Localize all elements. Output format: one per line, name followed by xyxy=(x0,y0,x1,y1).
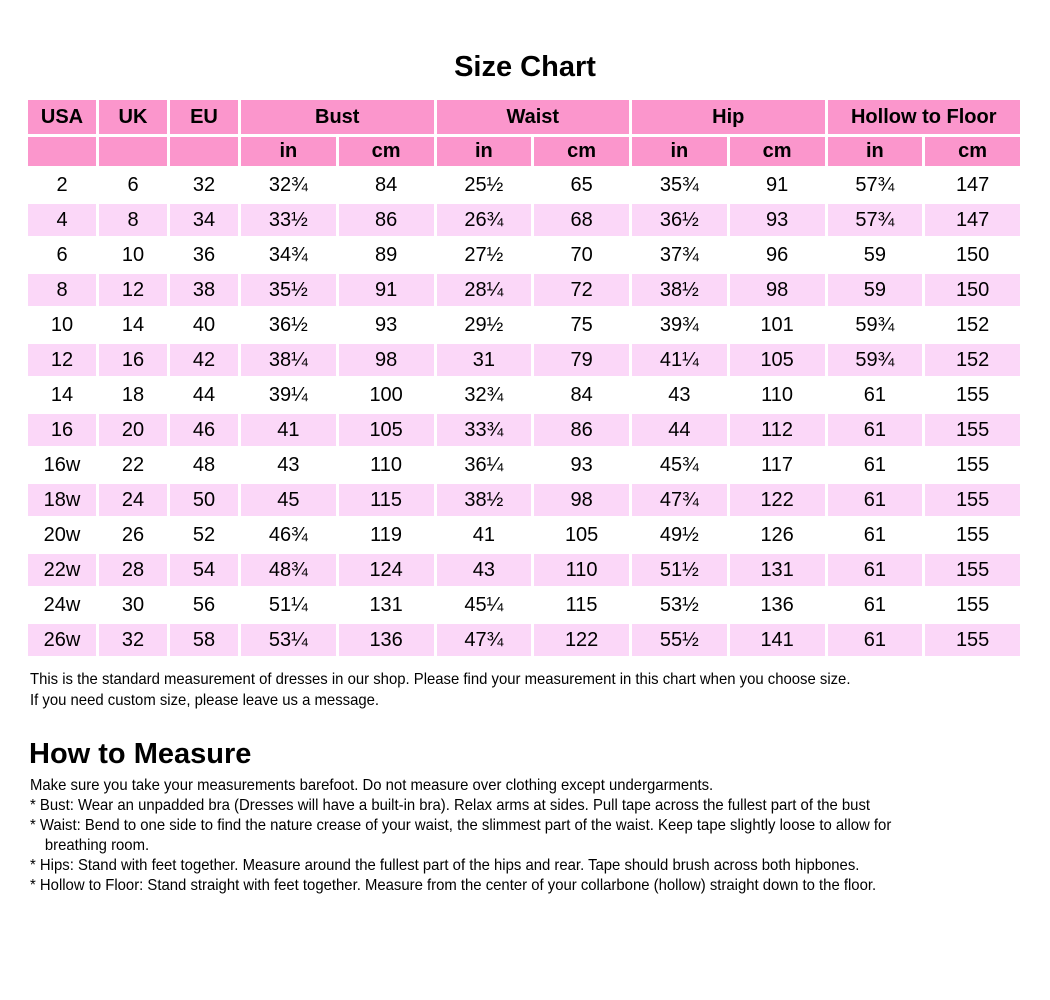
unit-header-3-in: in xyxy=(241,137,336,166)
size-cell: 46 xyxy=(170,414,238,446)
size-cell: 98 xyxy=(730,274,825,306)
unit-header-1-empty xyxy=(99,137,167,166)
size-cell: 38½ xyxy=(437,484,532,516)
size-cell: 41¼ xyxy=(632,344,727,376)
unit-header-7-in: in xyxy=(632,137,727,166)
size-row-20w xyxy=(28,519,1020,551)
size-cell: 155 xyxy=(925,554,1020,586)
size-cell: 48 xyxy=(170,449,238,481)
measure-instruction-line: breathing room. xyxy=(44,837,150,854)
size-cell: 105 xyxy=(730,344,825,376)
size-cell: 40 xyxy=(170,309,238,341)
how-to-measure-heading: How to Measure xyxy=(29,738,252,770)
size-cell: 61 xyxy=(828,414,923,446)
size-cell: 31 xyxy=(437,344,532,376)
size-cell: 39¾ xyxy=(632,309,727,341)
size-cell: 16 xyxy=(28,414,96,446)
size-cell: 98 xyxy=(534,484,629,516)
size-cell: 14 xyxy=(28,379,96,411)
size-cell: 35½ xyxy=(241,274,336,306)
size-cell: 38¼ xyxy=(241,344,336,376)
size-cell: 28¼ xyxy=(437,274,532,306)
size-cell: 47¾ xyxy=(437,624,532,656)
size-cell: 61 xyxy=(828,379,923,411)
size-cell: 39¼ xyxy=(241,379,336,411)
size-cell: 86 xyxy=(534,414,629,446)
note-line: If you need custom size, please leave us a message. xyxy=(30,692,380,709)
size-cell: 29½ xyxy=(437,309,532,341)
size-cell: 12 xyxy=(99,274,167,306)
size-cell: 36¼ xyxy=(437,449,532,481)
size-cell: 93 xyxy=(534,449,629,481)
standard-measurement-note xyxy=(30,669,1050,711)
size-cell: 10 xyxy=(28,309,96,341)
unit-header-6-cm: cm xyxy=(534,137,629,166)
size-cell: 150 xyxy=(925,239,1020,271)
unit-header-9-in: in xyxy=(828,137,923,166)
size-cell: 70 xyxy=(534,239,629,271)
size-cell: 84 xyxy=(534,379,629,411)
size-cell: 61 xyxy=(828,449,923,481)
size-cell: 4 xyxy=(28,204,96,236)
size-cell: 44 xyxy=(170,379,238,411)
size-cell: 32 xyxy=(170,169,238,201)
size-cell: 136 xyxy=(339,624,434,656)
size-cell: 25½ xyxy=(437,169,532,201)
size-cell: 152 xyxy=(925,344,1020,376)
size-cell: 155 xyxy=(925,484,1020,516)
size-cell: 34¾ xyxy=(241,239,336,271)
size-cell: 49½ xyxy=(632,519,727,551)
size-cell: 93 xyxy=(339,309,434,341)
size-cell: 27½ xyxy=(437,239,532,271)
column-header-hollow-to-floor: Hollow to Floor xyxy=(828,100,1021,134)
unit-header-4-cm: cm xyxy=(339,137,434,166)
size-cell: 43 xyxy=(241,449,336,481)
size-cell: 110 xyxy=(730,379,825,411)
size-cell: 59¾ xyxy=(828,309,923,341)
size-cell: 10 xyxy=(99,239,167,271)
size-cell: 91 xyxy=(730,169,825,201)
size-cell: 112 xyxy=(730,414,825,446)
size-cell: 54 xyxy=(170,554,238,586)
size-row-10 xyxy=(28,309,1020,341)
size-cell: 100 xyxy=(339,379,434,411)
unit-header-row xyxy=(28,137,1020,166)
size-cell: 12 xyxy=(28,344,96,376)
size-cell: 68 xyxy=(534,204,629,236)
size-cell: 86 xyxy=(339,204,434,236)
size-row-22w xyxy=(28,554,1020,586)
size-cell: 41 xyxy=(437,519,532,551)
measure-instruction-line: * Hollow to Floor: Stand straight with feet together. Measure from the center of your collarbone (hollow) straight down to the floor. xyxy=(30,877,877,894)
unit-header-10-cm: cm xyxy=(925,137,1020,166)
unit-header-0-empty xyxy=(28,137,96,166)
size-cell: 59 xyxy=(828,239,923,271)
size-cell: 105 xyxy=(534,519,629,551)
size-cell: 59 xyxy=(828,274,923,306)
unit-header-5-in: in xyxy=(437,137,532,166)
size-cell: 38 xyxy=(170,274,238,306)
column-header-hip: Hip xyxy=(632,100,825,134)
size-cell: 65 xyxy=(534,169,629,201)
size-cell: 122 xyxy=(730,484,825,516)
size-cell: 35¾ xyxy=(632,169,727,201)
table-body xyxy=(28,169,1020,656)
size-cell: 61 xyxy=(828,554,923,586)
size-cell: 89 xyxy=(339,239,434,271)
table-header xyxy=(28,100,1020,166)
size-cell: 51¼ xyxy=(241,589,336,621)
size-cell: 20w xyxy=(28,519,96,551)
group-header-row xyxy=(28,100,1020,134)
size-cell: 131 xyxy=(339,589,434,621)
size-cell: 32¾ xyxy=(241,169,336,201)
size-row-4 xyxy=(28,204,1020,236)
size-cell: 93 xyxy=(730,204,825,236)
size-cell: 45¾ xyxy=(632,449,727,481)
size-cell: 46¾ xyxy=(241,519,336,551)
size-cell: 98 xyxy=(339,344,434,376)
size-cell: 16w xyxy=(28,449,96,481)
size-cell: 61 xyxy=(828,624,923,656)
size-row-12 xyxy=(28,344,1020,376)
how-to-measure-instructions xyxy=(30,776,1050,896)
size-cell: 61 xyxy=(828,589,923,621)
size-chart-table xyxy=(25,97,1023,659)
size-row-24w xyxy=(28,589,1020,621)
measure-instruction-line: * Waist: Bend to one side to find the nature crease of your waist, the slimmest part of the waist. Keep tape slightly loose to allow for xyxy=(30,817,892,834)
size-cell: 155 xyxy=(925,414,1020,446)
note-line: This is the standard measurement of dresses in our shop. Please find your measurement in this chart when you choose size. xyxy=(30,671,851,688)
size-cell: 26 xyxy=(99,519,167,551)
size-cell: 117 xyxy=(730,449,825,481)
size-cell: 136 xyxy=(730,589,825,621)
size-cell: 147 xyxy=(925,169,1020,201)
size-cell: 119 xyxy=(339,519,434,551)
page-title: Size Chart xyxy=(454,51,596,83)
size-cell: 155 xyxy=(925,449,1020,481)
size-cell: 124 xyxy=(339,554,434,586)
size-cell: 110 xyxy=(339,449,434,481)
size-cell: 30 xyxy=(99,589,167,621)
unit-header-8-cm: cm xyxy=(730,137,825,166)
size-cell: 53½ xyxy=(632,589,727,621)
size-cell: 59¾ xyxy=(828,344,923,376)
size-chart-page xyxy=(0,50,1050,896)
size-cell: 91 xyxy=(339,274,434,306)
size-cell: 96 xyxy=(730,239,825,271)
size-cell: 6 xyxy=(28,239,96,271)
column-header-eu: EU xyxy=(170,100,238,134)
size-cell: 58 xyxy=(170,624,238,656)
size-cell: 44 xyxy=(632,414,727,446)
size-cell: 20 xyxy=(99,414,167,446)
size-cell: 41 xyxy=(241,414,336,446)
size-cell: 122 xyxy=(534,624,629,656)
size-cell: 28 xyxy=(99,554,167,586)
size-cell: 36½ xyxy=(241,309,336,341)
size-cell: 16 xyxy=(99,344,167,376)
size-cell: 22 xyxy=(99,449,167,481)
size-cell: 79 xyxy=(534,344,629,376)
size-cell: 50 xyxy=(170,484,238,516)
size-cell: 61 xyxy=(828,519,923,551)
size-cell: 101 xyxy=(730,309,825,341)
measure-instruction-line: * Hips: Stand with feet together. Measure around the fullest part of the hips and rear. Tape should brush across both hipbones. xyxy=(30,857,860,874)
size-cell: 32 xyxy=(99,624,167,656)
size-cell: 26¾ xyxy=(437,204,532,236)
size-cell: 14 xyxy=(99,309,167,341)
size-cell: 24w xyxy=(28,589,96,621)
size-cell: 52 xyxy=(170,519,238,551)
size-row-6 xyxy=(28,239,1020,271)
size-cell: 115 xyxy=(534,589,629,621)
size-cell: 105 xyxy=(339,414,434,446)
size-cell: 131 xyxy=(730,554,825,586)
column-header-usa: USA xyxy=(28,100,96,134)
size-cell: 57¾ xyxy=(828,204,923,236)
size-cell: 22w xyxy=(28,554,96,586)
size-row-8 xyxy=(28,274,1020,306)
size-cell: 126 xyxy=(730,519,825,551)
size-cell: 8 xyxy=(28,274,96,306)
size-cell: 43 xyxy=(632,379,727,411)
column-header-bust: Bust xyxy=(241,100,434,134)
size-row-26w xyxy=(28,624,1020,656)
size-cell: 155 xyxy=(925,379,1020,411)
size-cell: 72 xyxy=(534,274,629,306)
size-cell: 18 xyxy=(99,379,167,411)
size-cell: 45¼ xyxy=(437,589,532,621)
size-cell: 155 xyxy=(925,519,1020,551)
size-cell: 55½ xyxy=(632,624,727,656)
size-cell: 36 xyxy=(170,239,238,271)
size-cell: 152 xyxy=(925,309,1020,341)
size-cell: 155 xyxy=(925,589,1020,621)
size-row-16w xyxy=(28,449,1020,481)
column-header-waist: Waist xyxy=(437,100,630,134)
size-cell: 53¼ xyxy=(241,624,336,656)
size-cell: 45 xyxy=(241,484,336,516)
size-cell: 51½ xyxy=(632,554,727,586)
size-cell: 147 xyxy=(925,204,1020,236)
size-cell: 33½ xyxy=(241,204,336,236)
size-cell: 8 xyxy=(99,204,167,236)
measure-instruction-line: Make sure you take your measurements barefoot. Do not measure over clothing except undergarments. xyxy=(30,777,714,794)
size-cell: 48¾ xyxy=(241,554,336,586)
size-cell: 18w xyxy=(28,484,96,516)
size-cell: 26w xyxy=(28,624,96,656)
measure-instruction-line: * Bust: Wear an unpadded bra (Dresses will have a built-in bra). Relax arms at sides. Pull tape across the fullest part of the bust xyxy=(30,797,871,814)
size-cell: 38½ xyxy=(632,274,727,306)
size-cell: 56 xyxy=(170,589,238,621)
size-cell: 42 xyxy=(170,344,238,376)
size-cell: 141 xyxy=(730,624,825,656)
size-cell: 84 xyxy=(339,169,434,201)
size-cell: 2 xyxy=(28,169,96,201)
size-cell: 32¾ xyxy=(437,379,532,411)
size-cell: 34 xyxy=(170,204,238,236)
size-cell: 115 xyxy=(339,484,434,516)
size-row-18w xyxy=(28,484,1020,516)
size-cell: 43 xyxy=(437,554,532,586)
size-cell: 61 xyxy=(828,484,923,516)
unit-header-2-empty xyxy=(170,137,238,166)
size-cell: 24 xyxy=(99,484,167,516)
size-cell: 155 xyxy=(925,624,1020,656)
size-cell: 33¾ xyxy=(437,414,532,446)
size-cell: 75 xyxy=(534,309,629,341)
size-row-2 xyxy=(28,169,1020,201)
size-row-16 xyxy=(28,414,1020,446)
size-cell: 37¾ xyxy=(632,239,727,271)
column-header-uk: UK xyxy=(99,100,167,134)
size-cell: 36½ xyxy=(632,204,727,236)
size-cell: 47¾ xyxy=(632,484,727,516)
size-cell: 110 xyxy=(534,554,629,586)
size-cell: 150 xyxy=(925,274,1020,306)
size-cell: 57¾ xyxy=(828,169,923,201)
size-cell: 6 xyxy=(99,169,167,201)
size-row-14 xyxy=(28,379,1020,411)
